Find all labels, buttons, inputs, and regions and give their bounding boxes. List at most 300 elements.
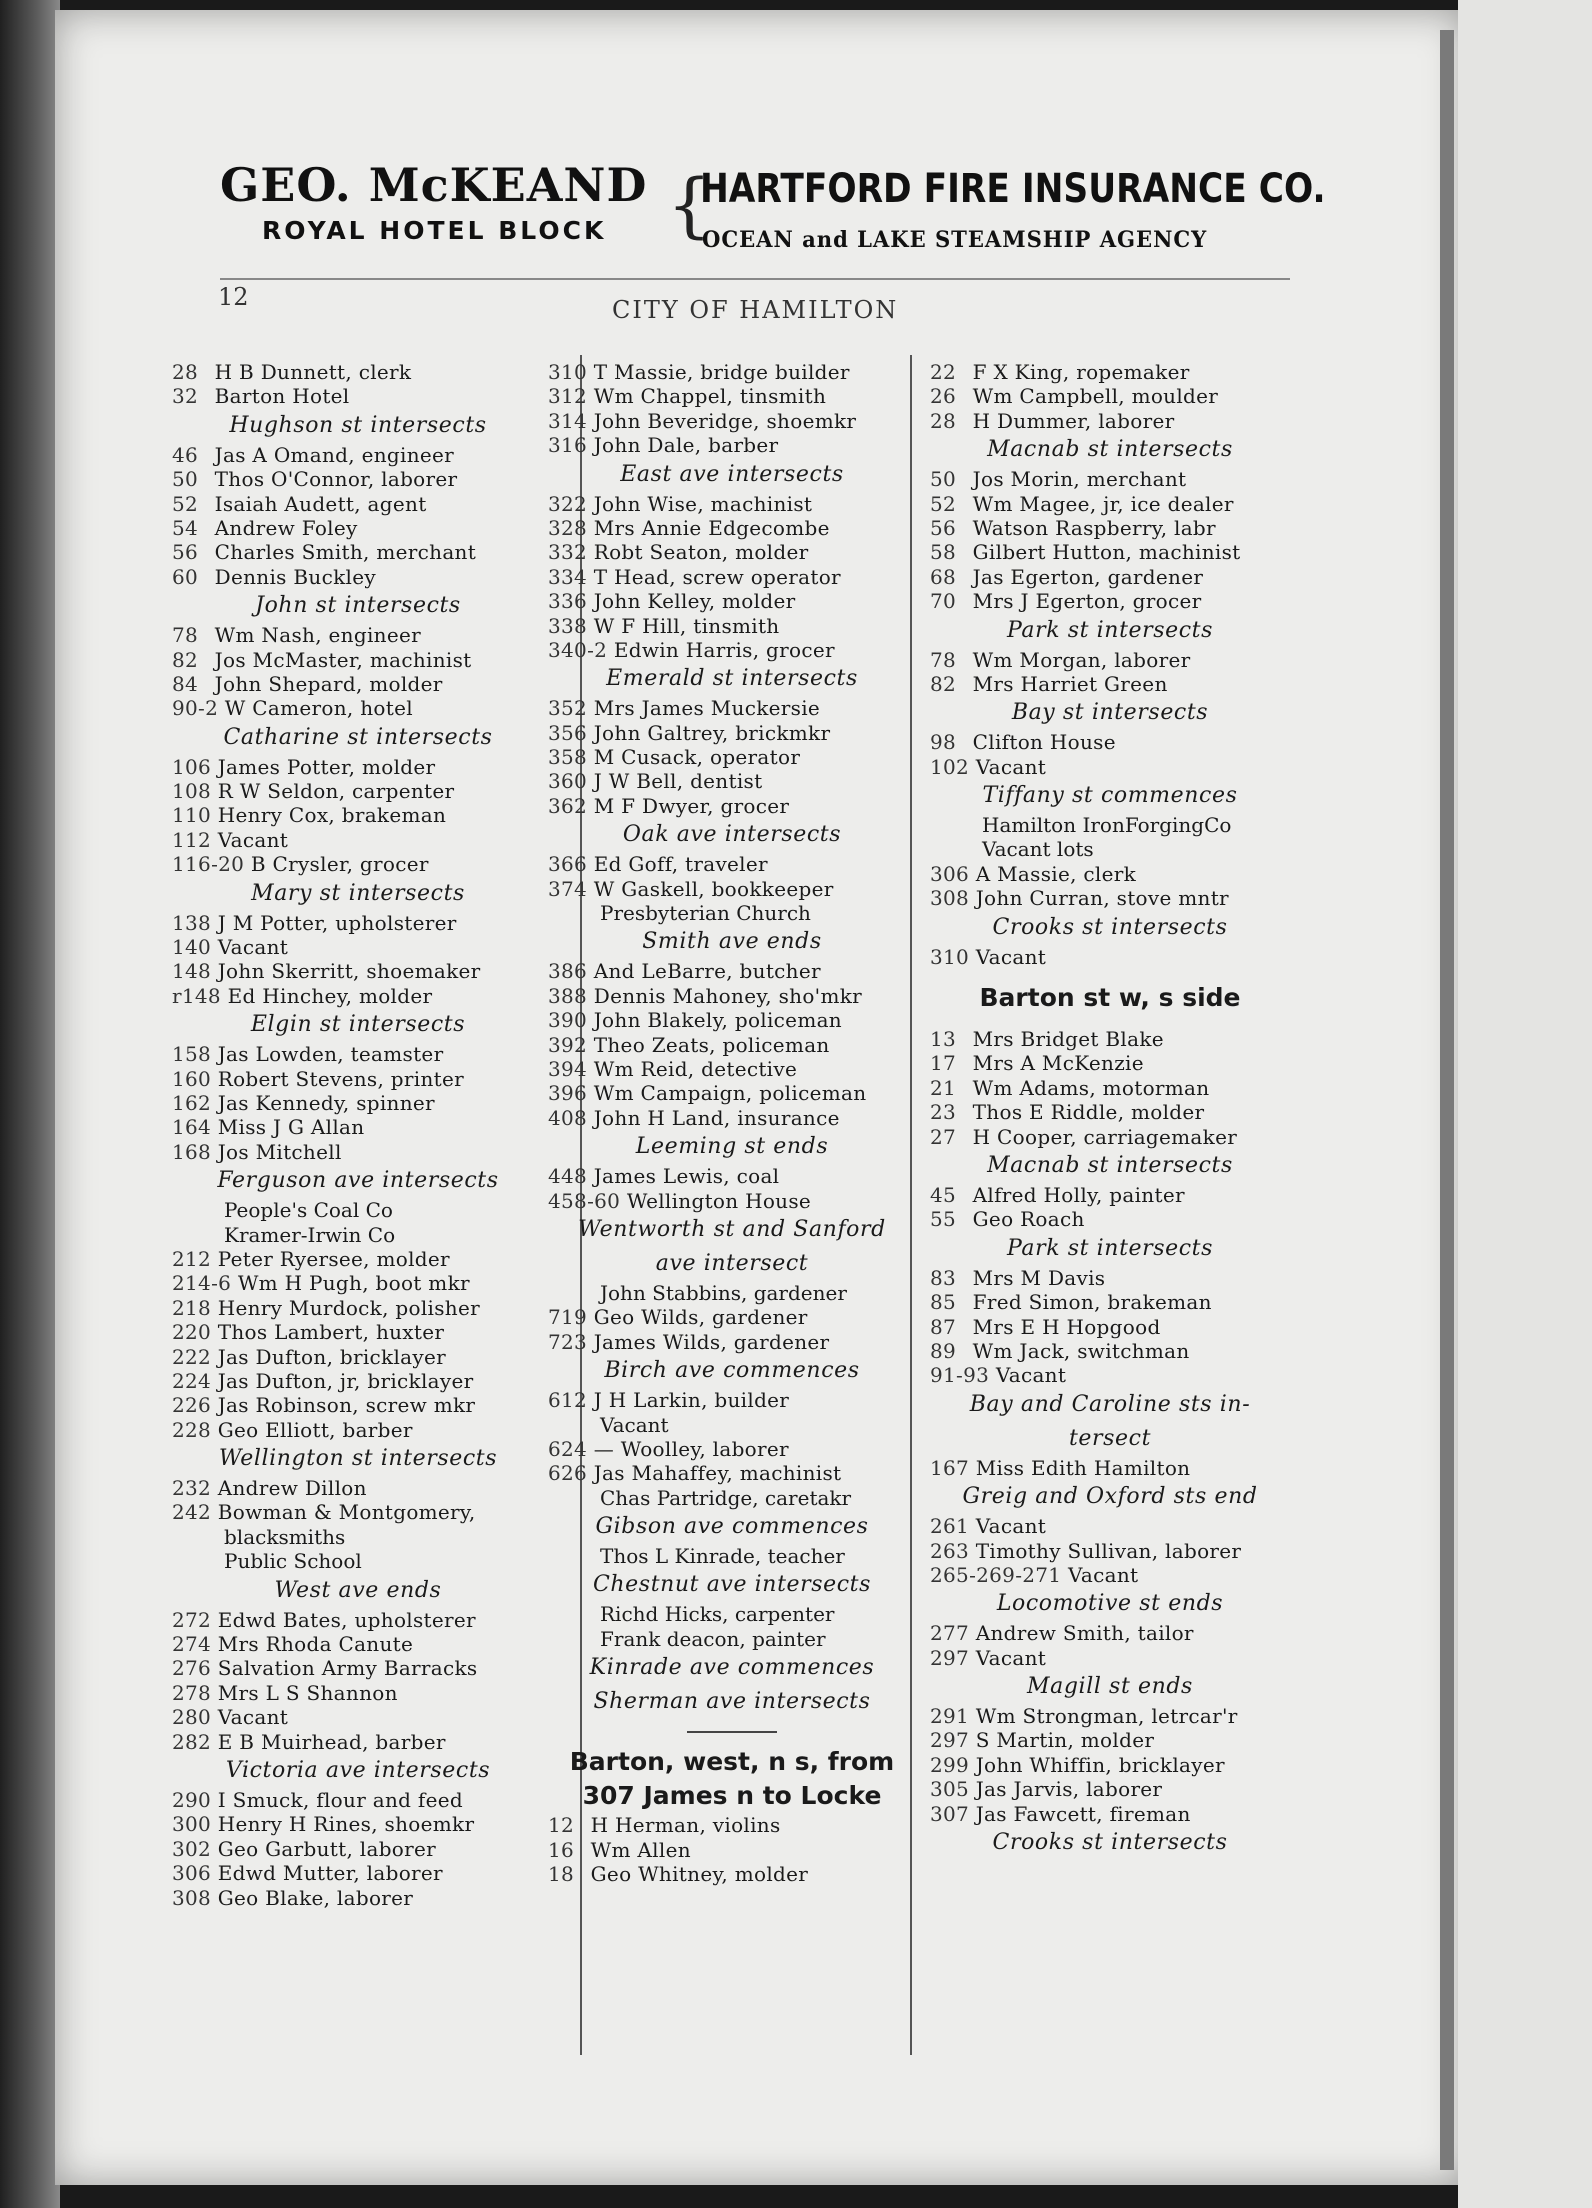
- cross-street-heading: Hughson st intersects: [229, 412, 487, 438]
- adjacent-page-strip: [1458, 0, 1592, 2208]
- directory-entry: [172, 803, 544, 827]
- resident-name: John Wise, machinist: [587, 491, 813, 516]
- house-number: 12: [548, 1813, 575, 1838]
- resident-name: J M Potter, upholsterer: [211, 910, 457, 935]
- house-number: 110: [172, 803, 212, 828]
- page-edge-shadow: [1440, 30, 1454, 2170]
- advertisement-header: [220, 150, 1340, 270]
- resident-name: Mrs L S Shannon: [211, 1680, 398, 1705]
- house-number: 23: [930, 1100, 957, 1125]
- street-section-title: Barton, west, n s, from: [569, 1747, 895, 1777]
- resident-name: Jos Mitchell: [211, 1139, 342, 1164]
- house-number: 312: [548, 384, 588, 409]
- cross-street-heading: Crooks st intersects: [992, 1830, 1228, 1856]
- directory-entry: [930, 1183, 1290, 1207]
- house-number: 70: [930, 589, 957, 614]
- house-number: 56: [172, 540, 199, 565]
- resident-name: Mrs James Muckersie: [587, 696, 821, 721]
- directory-entry: [548, 769, 916, 793]
- house-number: 78: [930, 647, 957, 672]
- resident-name: Thos E Riddle, molder: [966, 1100, 1205, 1125]
- directory-entry: [172, 1320, 544, 1344]
- directory-entry: [172, 1393, 544, 1417]
- resident-name: Vacant: [969, 1514, 1047, 1539]
- resident-name: Wm Allen: [584, 1837, 691, 1862]
- house-number: 222: [172, 1344, 212, 1369]
- house-number: 328: [548, 515, 588, 540]
- house-number: 332: [548, 540, 588, 565]
- resident-name: Jas Egerton, gardener: [966, 564, 1204, 589]
- cross-street-heading: Macnab st intersects: [987, 437, 1233, 463]
- house-number: 21: [930, 1075, 957, 1100]
- house-number: 316: [548, 433, 588, 458]
- house-number: 334: [548, 564, 588, 589]
- directory-entry: [930, 1207, 1290, 1231]
- house-number: 91-93: [930, 1363, 990, 1388]
- directory-entry: [172, 1418, 544, 1442]
- spacer: [930, 1015, 1290, 1027]
- steamship-agency: OCEAN and LAKE STEAMSHIP AGENCY: [702, 227, 1208, 253]
- house-number: 82: [930, 671, 957, 696]
- resident-name: Jos Morin, merchant: [966, 467, 1187, 492]
- cross-street-heading: Greig and Oxford sts end: [962, 1484, 1258, 1510]
- directory-entry: [172, 360, 544, 384]
- advertiser-name: GEO. McKEAND: [220, 158, 648, 212]
- directory-entry: [172, 1271, 544, 1295]
- resident-name: Ed Hinchey, molder: [220, 983, 433, 1008]
- house-number: 390: [548, 1008, 588, 1033]
- directory-entry: [930, 360, 1290, 384]
- house-number: 366: [548, 852, 588, 877]
- house-number: 45: [930, 1182, 957, 1207]
- directory-column-3: [930, 360, 1290, 1860]
- resident-name: Wm Reid, detective: [587, 1056, 798, 1081]
- resident-name: Mrs Annie Edgecombe: [587, 515, 830, 540]
- house-number: 46: [172, 442, 199, 467]
- directory-entry: [930, 1621, 1290, 1645]
- directory-entry: [930, 540, 1290, 564]
- resident-name: Mrs A McKenzie: [966, 1051, 1144, 1076]
- directory-entry: [172, 648, 544, 672]
- resident-name: Vacant: [969, 1645, 1047, 1670]
- directory-entry-unnumbered: Kramer-Irwin Co: [224, 1222, 396, 1247]
- directory-entry: [172, 443, 544, 467]
- directory-entry: [548, 492, 916, 516]
- resident-name: B Crysler, grocer: [244, 852, 429, 877]
- house-number: 28: [930, 408, 957, 433]
- resident-name: Wm H Pugh, boot mkr: [231, 1271, 470, 1296]
- resident-name: Jas Lowden, teamster: [211, 1042, 444, 1067]
- house-number: 78: [172, 623, 199, 648]
- resident-name: Vacant: [211, 1705, 289, 1730]
- house-number: 261: [930, 1514, 970, 1539]
- house-number: 448: [548, 1164, 588, 1189]
- resident-name: Jas Jarvis, laborer: [969, 1777, 1163, 1802]
- resident-name: Wm Jack, switchman: [966, 1338, 1190, 1363]
- cross-street-heading: Smith ave ends: [642, 929, 822, 955]
- house-number: 272: [172, 1607, 212, 1632]
- resident-name: Barton Hotel: [208, 384, 350, 409]
- resident-name: Salvation Army Barracks: [211, 1656, 478, 1681]
- house-number: 299: [930, 1752, 970, 1777]
- resident-name: Andrew Foley: [208, 515, 358, 540]
- cross-street-heading: Leeming st ends: [635, 1134, 829, 1160]
- directory-entry: [548, 614, 916, 638]
- house-number: 374: [548, 876, 588, 901]
- house-number: 360: [548, 769, 588, 794]
- directory-entry: [172, 779, 544, 803]
- resident-name: Robt Seaton, molder: [587, 540, 809, 565]
- house-number: 220: [172, 1320, 212, 1345]
- cross-street-heading: Emerald st intersects: [606, 666, 858, 692]
- house-number: 228: [172, 1417, 212, 1442]
- cross-street-heading: Catharine st intersects: [223, 724, 493, 750]
- house-number: 54: [172, 515, 199, 540]
- directory-entry: [930, 672, 1290, 696]
- house-number: 55: [930, 1207, 957, 1232]
- resident-name: Mrs Rhoda Canute: [211, 1632, 414, 1657]
- resident-name: Jas A Omand, engineer: [208, 442, 455, 467]
- directory-entry: [172, 467, 544, 491]
- house-number: 314: [548, 408, 588, 433]
- directory-entry: [548, 1057, 916, 1081]
- resident-name: John Kelley, molder: [587, 589, 796, 614]
- directory-entry: [548, 1008, 916, 1032]
- house-number: 60: [172, 564, 199, 589]
- house-number: 158: [172, 1042, 212, 1067]
- house-number: 458-60: [548, 1188, 621, 1213]
- house-number: 140: [172, 935, 212, 960]
- section-rule: [687, 1731, 777, 1733]
- resident-name: Geo Blake, laborer: [211, 1885, 414, 1910]
- house-number: r148: [172, 983, 221, 1008]
- house-number: 624: [548, 1436, 588, 1461]
- resident-name: Mrs M Davis: [966, 1265, 1106, 1290]
- directory-entry: [930, 1456, 1290, 1480]
- resident-name: Jas Mahaffey, machinist: [587, 1461, 842, 1486]
- resident-name: Jos McMaster, machinist: [208, 647, 472, 672]
- resident-name: John Skerritt, shoemaker: [211, 959, 481, 984]
- house-number: 87: [930, 1314, 957, 1339]
- house-number: 280: [172, 1705, 212, 1730]
- house-number: 322: [548, 491, 588, 516]
- house-number: 160: [172, 1066, 212, 1091]
- directory-entry: [172, 1681, 544, 1705]
- directory-entry: [172, 1632, 544, 1656]
- resident-name: Edwin Harris, grocer: [607, 637, 835, 662]
- directory-entry: [930, 1646, 1290, 1670]
- directory-entry: [548, 638, 916, 662]
- resident-name: Vacant: [211, 827, 289, 852]
- directory-entry: [172, 1345, 544, 1369]
- house-number: 84: [172, 671, 199, 696]
- resident-name: Andrew Dillon: [211, 1476, 367, 1501]
- directory-column-2: [548, 360, 916, 1886]
- house-number: 32: [172, 384, 199, 409]
- house-number: 168: [172, 1139, 212, 1164]
- directory-entry: [172, 852, 544, 876]
- house-number: 300: [172, 1812, 212, 1837]
- house-number: 386: [548, 959, 588, 984]
- resident-name: H Herman, violins: [584, 1813, 781, 1838]
- directory-entry: [172, 1608, 544, 1632]
- directory-entry: [930, 565, 1290, 589]
- cross-street-heading: Tiffany st commences: [982, 783, 1238, 809]
- house-number: 265-269-271: [930, 1562, 1062, 1587]
- house-number: 310: [548, 360, 588, 384]
- house-number: 212: [172, 1246, 212, 1271]
- house-number: 307: [930, 1801, 970, 1826]
- house-number: 274: [172, 1632, 212, 1657]
- directory-entry: [930, 755, 1290, 779]
- directory-entry: [548, 1330, 916, 1354]
- insurance-company-name: HARTFORD FIRE INSURANCE CO.: [700, 166, 1326, 212]
- resident-name: Jas Kennedy, spinner: [211, 1090, 435, 1115]
- cross-street-heading: Macnab st intersects: [987, 1152, 1233, 1178]
- house-number: 291: [930, 1704, 970, 1729]
- resident-name: Peter Ryersee, molder: [211, 1246, 450, 1271]
- house-number: 16: [548, 1837, 575, 1862]
- resident-name: S Martin, molder: [969, 1728, 1155, 1753]
- directory-entry: [930, 1290, 1290, 1314]
- resident-name: Mrs Bridget Blake: [966, 1027, 1164, 1052]
- directory-column-1: [172, 360, 544, 1910]
- house-number: 116-20: [172, 852, 245, 877]
- directory-entry: [172, 516, 544, 540]
- directory-entry-unnumbered: Richd Hicks, carpenter: [600, 1602, 835, 1627]
- directory-entry: [548, 1189, 916, 1213]
- resident-name: John Whiffin, bricklayer: [969, 1752, 1225, 1777]
- resident-name: Wm Morgan, laborer: [966, 647, 1191, 672]
- resident-name: Geo Wilds, gardener: [587, 1305, 808, 1330]
- directory-entry: [548, 1838, 916, 1862]
- house-number: 719: [548, 1305, 588, 1330]
- directory-entry-unnumbered: Presbyterian Church: [600, 901, 811, 926]
- cross-street-heading: Magill st ends: [1027, 1674, 1193, 1700]
- resident-name: John Galtrey, brickmkr: [587, 720, 831, 745]
- directory-entry-unnumbered: Thos L Kinrade, teacher: [600, 1544, 845, 1569]
- resident-name: Wm Campaign, policeman: [587, 1081, 867, 1106]
- directory-entry: [930, 1563, 1290, 1587]
- resident-name: Wm Chappel, tinsmith: [587, 384, 827, 409]
- house-number: 232: [172, 1476, 212, 1501]
- directory-entry-unnumbered: Vacant: [600, 1412, 669, 1437]
- house-number: 297: [930, 1728, 970, 1753]
- cross-street-heading: Bay and Caroline sts in-: [969, 1391, 1251, 1417]
- resident-name: Theo Zeats, policeman: [587, 1032, 830, 1057]
- directory-entry: [548, 1033, 916, 1057]
- house-number: 108: [172, 779, 212, 804]
- resident-name: F X King, ropemaker: [966, 360, 1190, 384]
- resident-name: J H Larkin, builder: [587, 1388, 790, 1413]
- directory-entry: [172, 540, 544, 564]
- directory-entry: [172, 1042, 544, 1066]
- directory-entry-unnumbered: Frank deacon, painter: [600, 1626, 826, 1651]
- cross-street-heading: Mary st intersects: [251, 880, 465, 906]
- directory-entry: [172, 1705, 544, 1729]
- house-number: 352: [548, 696, 588, 721]
- directory-entry-unnumbered: John Stabbins, gardener: [600, 1280, 847, 1305]
- directory-entry: [930, 492, 1290, 516]
- resident-name: Wm Magee, jr, ice dealer: [966, 491, 1234, 516]
- resident-name: Vacant: [969, 754, 1047, 779]
- cross-street-heading: Victoria ave intersects: [225, 1757, 491, 1783]
- directory-entry: [930, 1802, 1290, 1826]
- scan-border-left: [0, 0, 60, 2208]
- house-number: 302: [172, 1836, 212, 1861]
- house-number: 85: [930, 1290, 957, 1315]
- directory-entry: [172, 1067, 544, 1091]
- directory-entry: [172, 935, 544, 959]
- house-number: 356: [548, 720, 588, 745]
- cross-street-heading: Crooks st intersects: [992, 914, 1228, 940]
- directory-entry: [930, 467, 1290, 491]
- directory-entry: [172, 565, 544, 589]
- resident-name: Clifton House: [966, 730, 1116, 755]
- cross-street-heading: Kinrade ave commences: [589, 1655, 875, 1681]
- advertiser-address: ROYAL HOTEL BLOCK: [262, 216, 607, 245]
- directory-entry-unnumbered: blacksmiths: [224, 1524, 346, 1549]
- directory-entry: [930, 1051, 1290, 1075]
- directory-entry: [930, 648, 1290, 672]
- house-number: 82: [172, 647, 199, 672]
- house-number: 338: [548, 613, 588, 638]
- house-number: 276: [172, 1656, 212, 1681]
- directory-entry-unnumbered: Public School: [224, 1549, 362, 1574]
- resident-name: Isaiah Audett, agent: [208, 491, 427, 516]
- resident-name: Watson Raspberry, labr: [966, 515, 1216, 540]
- house-number: 308: [930, 886, 970, 911]
- resident-name: Jas Dufton, bricklayer: [211, 1344, 446, 1369]
- resident-name: Henry Murdock, polisher: [211, 1295, 480, 1320]
- house-number: 106: [172, 754, 212, 779]
- house-number: 218: [172, 1295, 212, 1320]
- cross-street-heading: West ave ends: [274, 1577, 442, 1603]
- directory-entry: [548, 1305, 916, 1329]
- house-number: 310: [930, 944, 970, 969]
- house-number: 358: [548, 745, 588, 770]
- house-number: 18: [548, 1862, 575, 1887]
- house-number: 52: [930, 491, 957, 516]
- cross-street-heading: East ave intersects: [620, 461, 844, 487]
- house-number: 52: [172, 491, 199, 516]
- directory-entry: [172, 672, 544, 696]
- header-rule: [220, 278, 1290, 280]
- resident-name: Thos O'Connor, laborer: [208, 467, 458, 492]
- resident-name: Jas Fawcett, fireman: [969, 1801, 1191, 1826]
- house-number: 362: [548, 793, 588, 818]
- directory-entry: [172, 1369, 544, 1393]
- house-number: 263: [930, 1538, 970, 1563]
- resident-name: Edwd Mutter, laborer: [211, 1861, 443, 1886]
- page-number: 12: [218, 283, 249, 311]
- directory-entry: [930, 945, 1290, 969]
- resident-name: John Beveridge, shoemkr: [587, 408, 857, 433]
- house-number: 392: [548, 1032, 588, 1057]
- resident-name: I Smuck, flour and feed: [211, 1787, 463, 1812]
- cross-street-heading: Gibson ave commences: [595, 1514, 869, 1540]
- cross-street-heading: Park st intersects: [1006, 1235, 1214, 1261]
- resident-name: Wm Nash, engineer: [208, 623, 421, 648]
- resident-name: Henry H Rines, shoemkr: [211, 1812, 475, 1837]
- directory-entry: [548, 959, 916, 983]
- resident-name: Dennis Mahoney, sho'mkr: [587, 983, 863, 1008]
- resident-name: Geo Garbutt, laborer: [211, 1836, 437, 1861]
- house-number: 340-2: [548, 637, 608, 662]
- house-number: 612: [548, 1388, 588, 1413]
- house-number: 28: [172, 360, 199, 384]
- header-brace: {: [667, 164, 712, 246]
- house-number: 17: [930, 1051, 957, 1076]
- directory-entry: [548, 1388, 916, 1412]
- cross-street-heading: Bay st intersects: [1011, 700, 1209, 726]
- directory-entry: [930, 1100, 1290, 1124]
- resident-name: Wm Strongman, letrcar'r: [969, 1704, 1238, 1729]
- resident-name: Fred Simon, brakeman: [966, 1290, 1212, 1315]
- house-number: 305: [930, 1777, 970, 1802]
- cross-street-heading: Sherman ave intersects: [593, 1689, 871, 1715]
- directory-entry: [930, 589, 1290, 613]
- directory-entry: [172, 384, 544, 408]
- directory-entry: [172, 1247, 544, 1271]
- house-number: 50: [172, 467, 199, 492]
- resident-name: Edwd Bates, upholsterer: [211, 1607, 476, 1632]
- resident-name: Dennis Buckley: [208, 564, 376, 589]
- house-number: 226: [172, 1393, 212, 1418]
- house-number: 278: [172, 1680, 212, 1705]
- house-number: 58: [930, 540, 957, 565]
- directory-entry: [548, 360, 916, 384]
- resident-name: John Dale, barber: [587, 433, 779, 458]
- house-number: 68: [930, 564, 957, 589]
- resident-name: A Massie, clerk: [969, 861, 1137, 886]
- directory-entry: [172, 911, 544, 935]
- house-number: 27: [930, 1124, 957, 1149]
- resident-name: W Gaskell, bookkeeper: [587, 876, 834, 901]
- cross-street-heading: Wentworth st and Sanford: [578, 1216, 886, 1242]
- directory-entry: [172, 1861, 544, 1885]
- directory-entry: [548, 516, 916, 540]
- directory-entry: [548, 721, 916, 745]
- house-number: 290: [172, 1787, 212, 1812]
- resident-name: Vacant: [969, 944, 1047, 969]
- directory-entry: [172, 984, 544, 1008]
- resident-name: James Lewis, coal: [587, 1164, 780, 1189]
- resident-name: Mrs J Egerton, grocer: [966, 589, 1202, 614]
- house-number: 308: [172, 1885, 212, 1910]
- directory-entry: [172, 492, 544, 516]
- resident-name: M Cusack, operator: [587, 745, 801, 770]
- cross-street-heading: Ferguson ave intersects: [217, 1168, 499, 1194]
- resident-name: H Dummer, laborer: [966, 408, 1175, 433]
- resident-name: Wm Adams, motorman: [966, 1075, 1210, 1100]
- directory-entry: [172, 1886, 544, 1910]
- resident-name: Vacant: [1061, 1562, 1139, 1587]
- resident-name: Wellington House: [620, 1188, 812, 1213]
- directory-entry: [548, 540, 916, 564]
- resident-name: Ed Goff, traveler: [587, 852, 768, 877]
- directory-entry-unnumbered: Vacant lots: [982, 837, 1094, 862]
- directory-entry: [548, 589, 916, 613]
- directory-entry: [172, 1730, 544, 1754]
- directory-entry: [930, 1539, 1290, 1563]
- house-number: 224: [172, 1368, 212, 1393]
- house-number: 214-6: [172, 1271, 232, 1296]
- directory-entry: [930, 886, 1290, 910]
- resident-name: W F Hill, tinsmith: [587, 613, 780, 638]
- cross-street-heading: Oak ave intersects: [622, 822, 842, 848]
- directory-entry: [548, 433, 916, 457]
